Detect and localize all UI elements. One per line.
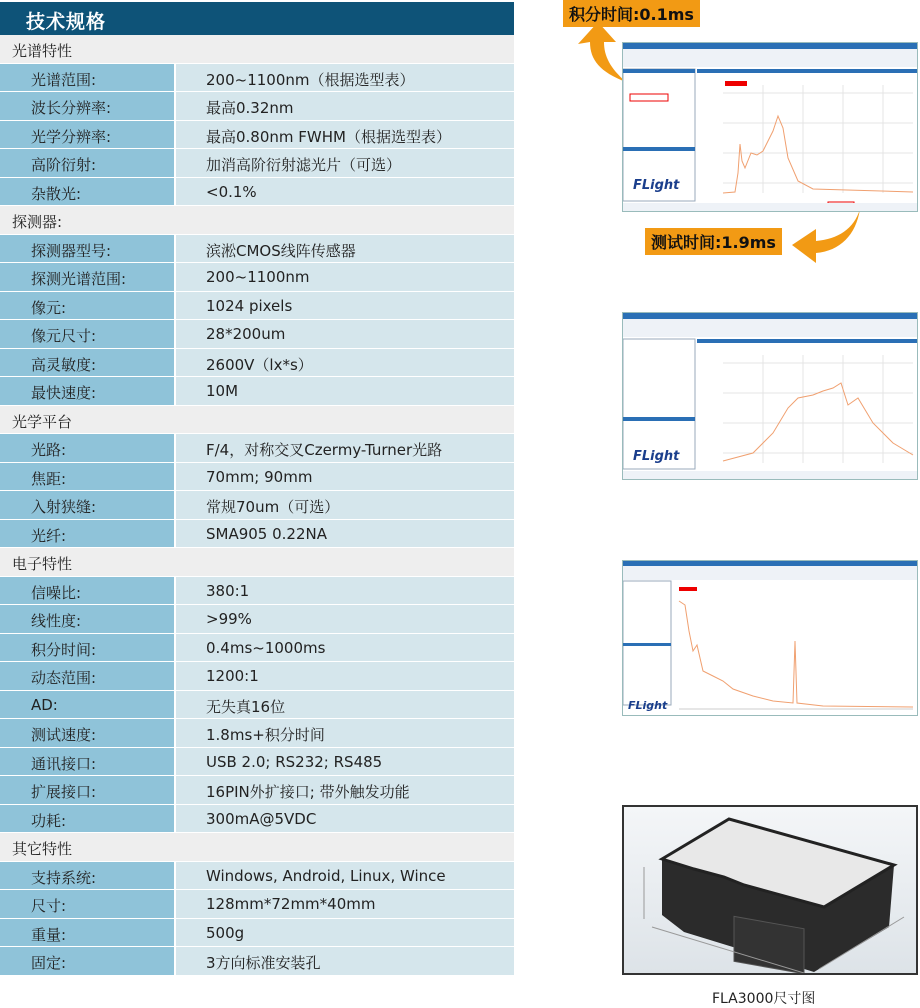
- spec-table: [0, 2, 514, 976]
- spec-row: [0, 691, 514, 720]
- spec-label: 波长分辨率:: [0, 92, 176, 120]
- spec-label: 高灵敏度:: [0, 349, 176, 377]
- spec-value: F/4，对称交叉Czermy-Turner光路: [176, 434, 514, 462]
- spec-value: 500g: [176, 919, 514, 947]
- spec-value: 28*200um: [176, 320, 514, 348]
- spec-row: [0, 149, 514, 178]
- spec-row: [0, 292, 514, 321]
- spec-label: 最快速度:: [0, 377, 176, 405]
- spec-value: 200~1100nm（根据选型表）: [176, 64, 514, 92]
- spec-label: 扩展接口:: [0, 776, 176, 804]
- spec-value: Windows, Android, Linux, Wince: [176, 862, 514, 890]
- spec-value: >99%: [176, 605, 514, 633]
- spec-label: 动态范围:: [0, 662, 176, 690]
- section-heading: 其它特性: [0, 833, 514, 862]
- spec-value: 3方向标准安装孔: [176, 947, 514, 975]
- spec-row: [0, 121, 514, 150]
- spec-value: 10M: [176, 377, 514, 405]
- spec-row: [0, 577, 514, 606]
- spec-value: 加消高阶衍射滤光片（可选）: [176, 149, 514, 177]
- spec-row: [0, 805, 514, 834]
- software-screenshot-2: [622, 312, 918, 480]
- spec-value: 16PIN外扩接口; 带外触发功能: [176, 776, 514, 804]
- software-screenshot-1: [622, 42, 918, 212]
- spec-label: 尺寸:: [0, 890, 176, 918]
- spec-label: AD:: [0, 691, 176, 719]
- curved-arrow-icon: [790, 205, 870, 267]
- spec-value: 200~1100nm: [176, 263, 514, 291]
- spec-row: [0, 890, 514, 919]
- spec-label: 测试速度:: [0, 719, 176, 747]
- spec-row: [0, 605, 514, 634]
- spec-row: [0, 776, 514, 805]
- spec-value: 70mm; 90mm: [176, 463, 514, 491]
- spec-row: [0, 263, 514, 292]
- spec-value: 128mm*72mm*40mm: [176, 890, 514, 918]
- spec-value: 无失真16位: [176, 691, 514, 719]
- software-screenshot-3: [622, 560, 918, 716]
- spec-label: 光谱范围:: [0, 64, 176, 92]
- spec-label: 光学分辨率:: [0, 121, 176, 149]
- product-dimension-drawing: [622, 805, 918, 975]
- spec-row: [0, 662, 514, 691]
- spec-label: 线性度:: [0, 605, 176, 633]
- spec-value: 1200:1: [176, 662, 514, 690]
- integration-time-callout: 积分时间:0.1ms: [563, 0, 700, 27]
- spec-label: 光纤:: [0, 520, 176, 548]
- spec-row: [0, 947, 514, 976]
- spec-value: 最高0.80nm FWHM（根据选型表）: [176, 121, 514, 149]
- spec-label: 固定:: [0, 947, 176, 975]
- spec-value: 最高0.32nm: [176, 92, 514, 120]
- section-heading: 光学平台: [0, 406, 514, 435]
- spec-row: [0, 434, 514, 463]
- spec-value: <0.1%: [176, 178, 514, 206]
- product-caption: FLA3000尺寸图: [712, 991, 816, 1007]
- spec-row: [0, 491, 514, 520]
- spec-row: [0, 377, 514, 406]
- spec-value: 300mA@5VDC: [176, 805, 514, 833]
- spec-value: 2600V（lx*s）: [176, 349, 514, 377]
- spec-row: [0, 634, 514, 663]
- spec-label: 入射狭缝:: [0, 491, 176, 519]
- test-time-callout: 测试时间:1.9ms: [645, 228, 782, 255]
- spec-label: 像元尺寸:: [0, 320, 176, 348]
- spec-row: [0, 748, 514, 777]
- spec-row: [0, 64, 514, 93]
- spec-row: [0, 178, 514, 207]
- spec-label: 探测光谱范围:: [0, 263, 176, 291]
- flight-logo: FLight: [633, 449, 680, 464]
- flight-logo: FLight: [628, 699, 668, 712]
- spec-value: 380:1: [176, 577, 514, 605]
- spec-label: 通讯接口:: [0, 748, 176, 776]
- spec-label: 探测器型号:: [0, 235, 176, 263]
- spec-title: 技术规格: [0, 2, 514, 35]
- spec-row: [0, 919, 514, 948]
- spec-row: [0, 463, 514, 492]
- spec-value: 1024 pixels: [176, 292, 514, 320]
- spec-label: 积分时间:: [0, 634, 176, 662]
- spec-value: 常规70um（可选）: [176, 491, 514, 519]
- section-heading: 电子特性: [0, 548, 514, 577]
- spec-value: 滨淞CMOS线阵传感器: [176, 235, 514, 263]
- section-heading: 光谱特性: [0, 35, 514, 64]
- spec-label: 重量:: [0, 919, 176, 947]
- spec-label: 支持系统:: [0, 862, 176, 890]
- spec-row: [0, 862, 514, 891]
- spec-row: [0, 520, 514, 549]
- section-heading: 探测器:: [0, 206, 514, 235]
- spec-value: SMA905 0.22NA: [176, 520, 514, 548]
- spec-label: 杂散光:: [0, 178, 176, 206]
- spec-row: [0, 349, 514, 378]
- spec-label: 像元:: [0, 292, 176, 320]
- flight-logo: FLight: [633, 178, 680, 193]
- spec-row: [0, 320, 514, 349]
- spec-label: 光路:: [0, 434, 176, 462]
- spec-label: 焦距:: [0, 463, 176, 491]
- spec-label: 信噪比:: [0, 577, 176, 605]
- spec-value: USB 2.0; RS232; RS485: [176, 748, 514, 776]
- spec-value: 1.8ms+积分时间: [176, 719, 514, 747]
- spec-row: [0, 235, 514, 264]
- spec-row: [0, 719, 514, 748]
- spec-label: 高阶衍射:: [0, 149, 176, 177]
- spec-value: 0.4ms~1000ms: [176, 634, 514, 662]
- spec-row: [0, 92, 514, 121]
- spec-label: 功耗:: [0, 805, 176, 833]
